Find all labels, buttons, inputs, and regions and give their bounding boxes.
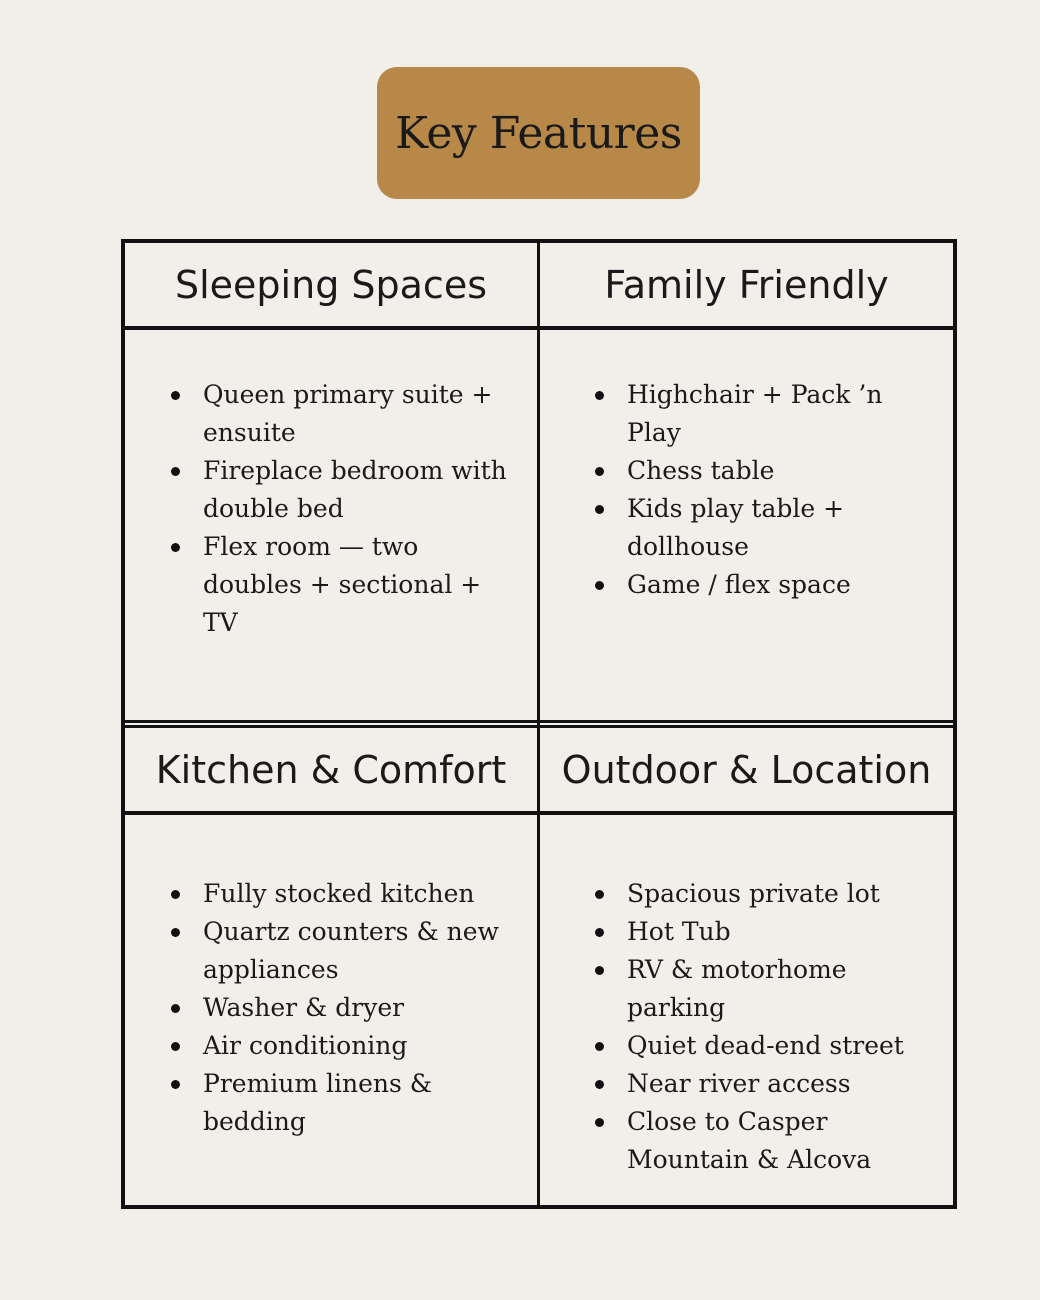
- grid-divider-header-top: [121, 326, 957, 330]
- section-heading-outdoor-location: Outdoor & Location: [561, 747, 932, 792]
- list-item: Fully stocked kitchen: [171, 875, 521, 913]
- grid-border-left: [121, 239, 125, 1209]
- section-heading-family-friendly: Family Friendly: [604, 262, 889, 307]
- section-heading-kitchen-comfort: Kitchen & Comfort: [155, 747, 507, 792]
- list-item: Spacious private lot: [595, 875, 940, 913]
- list-item: Fireplace bedroom with double bed: [171, 452, 521, 528]
- list-item: Air conditioning: [171, 1027, 521, 1065]
- grid-divider-header-bottom: [121, 811, 957, 815]
- list-item: Quiet dead-end street: [595, 1027, 940, 1065]
- list-item: Near river access: [595, 1065, 940, 1103]
- list-item: Premium linens & bedding: [171, 1065, 521, 1141]
- list-item: Close to Casper Mountain & Alcova: [595, 1103, 940, 1179]
- list-item: Quartz counters & new appliances: [171, 913, 521, 989]
- list-item: Chess table: [595, 452, 940, 490]
- title-badge: [377, 67, 700, 199]
- list-outdoor-location: [595, 875, 940, 1179]
- list-item: Kids play table + dollhouse: [595, 490, 940, 566]
- list-item: Game / flex space: [595, 566, 940, 604]
- list-kitchen-comfort: [171, 875, 521, 1141]
- list-item: RV & motorhome parking: [595, 951, 940, 1027]
- grid-border-right: [953, 239, 957, 1209]
- list-item: Hot Tub: [595, 913, 940, 951]
- list-item: Queen primary suite + ensuite: [171, 376, 521, 452]
- list-item: Washer & dryer: [171, 989, 521, 1027]
- section-heading-sleeping-spaces: Sleeping Spaces: [175, 262, 487, 307]
- list-sleeping-spaces: [171, 376, 521, 642]
- list-item: Flex room — two doubles + sectional + TV: [171, 528, 521, 642]
- page-title: Key Features: [395, 107, 682, 159]
- grid-divider-middle-a: [121, 720, 957, 723]
- features-grid: [121, 239, 957, 1209]
- grid-divider-vertical: [537, 239, 540, 1209]
- list-item: Highchair + Pack ’n Play: [595, 376, 940, 452]
- list-family-friendly: [595, 376, 940, 604]
